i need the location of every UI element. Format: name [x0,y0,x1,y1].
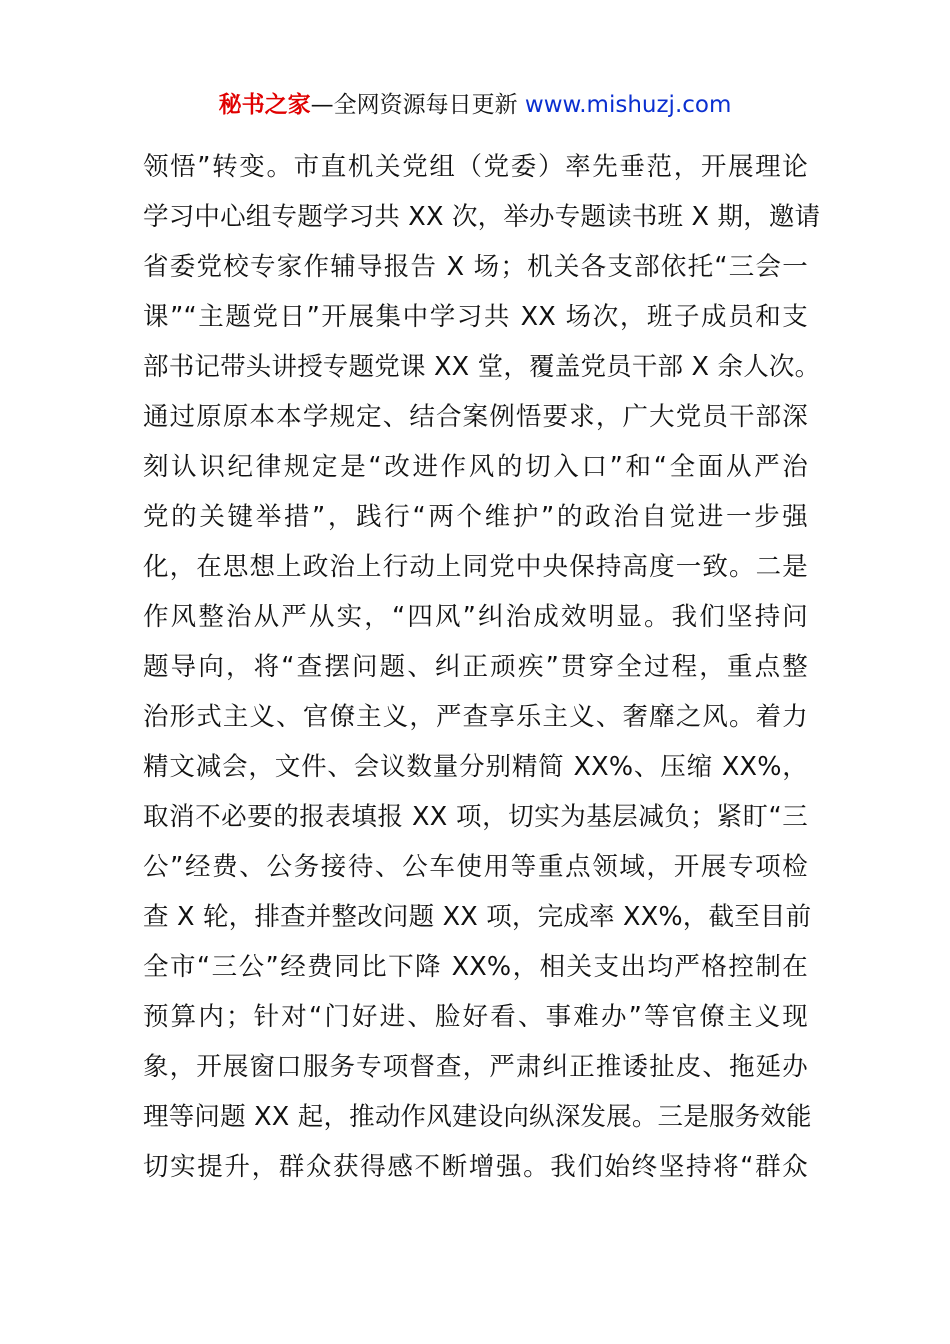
text-line: 领悟”转变。市直机关党组（党委）率先垂范，开展理论 [143,152,808,182]
text-line: 课”“主题党日”开展集中学习共 XX 场次，班子成员和支 [143,302,808,332]
text-line: 象，开展窗口服务专项督查，严肃纠正推诿扯皮、拖延办 [143,1052,808,1082]
text-line: 题导向，将“查摆问题、纠正顽疾”贯穿全过程，重点整 [143,652,808,682]
text-line: 通过原原本本学规定、结合案例悟要求，广大党员干部深 [143,402,808,432]
text-line: 作风整治从严从实，“四风”纠治成效明显。我们坚持问 [143,602,808,632]
document-body [143,142,821,1192]
text-line: 公”经费、公务接待、公车使用等重点领域，开展专项检 [143,852,808,882]
text-line: 刻认识纪律规定是“改进作风的切入口”和“全面从严治 [143,452,808,482]
text-line: 全市“三公”经费同比下降 XX%，相关支出均严格控制在 [143,952,808,982]
header-brand: 秘书之家 [218,92,311,118]
text-line: 省委党校专家作辅导报告 X 场；机关各支部依托“三会一 [143,252,808,282]
text-line: 党的关键举措”，践行“两个维护”的政治自觉进一步强 [143,502,808,532]
text-line: 取消不必要的报表填报 XX 项，切实为基层减负；紧盯“三 [143,802,808,832]
text-line: 治形式主义、官僚主义，严查享乐主义、奢靡之风。着力 [143,702,808,732]
text-line: 理等问题 XX 起，推动作风建设向纵深发展。三是服务效能 [143,1102,812,1132]
text-line: 精文减会，文件、会议数量分别精简 XX%、压缩 XX%， [143,752,808,782]
text-line: 预算内；针对“门好进、脸好看、事难办”等官僚主义现 [143,1002,808,1032]
header-tagline: —全网资源每日更新 [310,92,525,118]
text-line: 切实提升，群众获得感不断增强。我们始终坚持将“群众 [143,1152,808,1182]
text-line: 学习中心组专题学习共 XX 次，举办专题读书班 X 期，邀请 [143,202,821,232]
page-header [0,88,950,122]
text-line: 查 X 轮，排查并整改问题 XX 项，完成率 XX%，截至目前 [143,902,812,932]
text-line: 部书记带头讲授专题党课 XX 堂，覆盖党员干部 X 余人次。 [143,352,821,382]
text-line: 化，在思想上政治上行动上同党中央保持高度一致。二是 [143,552,808,582]
header-url-link[interactable]: www.mishuzj.com [524,92,732,118]
